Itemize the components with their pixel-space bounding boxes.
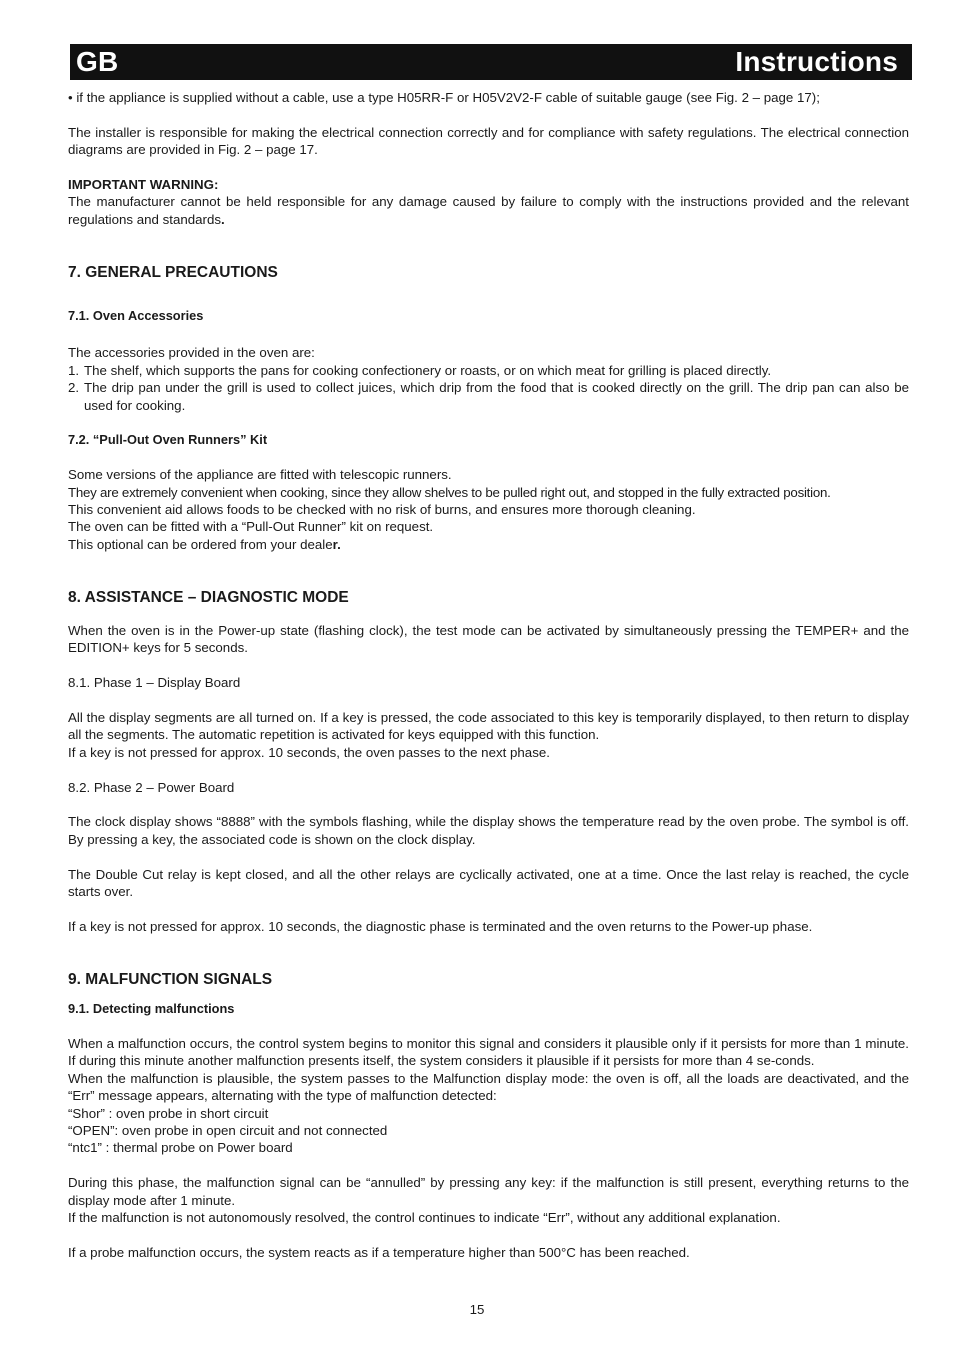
phase-2-title: 8.2. Phase 2 – Power Board bbox=[68, 779, 235, 795]
runners-last-line bbox=[68, 536, 909, 553]
section-7-1-title: 7.1. Oven Accessories bbox=[68, 308, 204, 324]
page-header bbox=[70, 44, 912, 80]
list-item-number: 2. bbox=[68, 380, 80, 396]
runners-line: The oven can be fitted with a “Pull-Out Runner” kit on request. bbox=[68, 519, 434, 535]
phase-2-text: The clock display shows “8888” with the symbols flashing, while the display shows the temperature read by the oven probe. The symbol is off. By pressing a key, the associated code is shown on the clock display. bbox=[68, 814, 909, 847]
list-item-text: The shelf, which supports the pans for cooking confectionery or roasts, or on which meat for grilling is placed directly. bbox=[84, 362, 772, 378]
runners-last-end: r. bbox=[332, 536, 341, 552]
runners-last-text: This optional can be ordered from your deale bbox=[68, 536, 333, 552]
header-language: GB bbox=[76, 46, 119, 77]
section-8-title: 8. ASSISTANCE – DIAGNOSTIC MODE bbox=[68, 589, 349, 607]
accessories-lead: The accessories provided in the oven are: bbox=[68, 345, 315, 361]
warning-paragraph bbox=[68, 193, 909, 228]
runners-line: This convenient aid allows foods to be checked with no risk of burns, and ensures more thorough cleaning. bbox=[68, 502, 696, 518]
list-item-number: 1. bbox=[68, 362, 80, 378]
diagnostic-intro: When the oven is in the Power-up state (flashing clock), the test mode can be activated by simultaneously pressing the TEMPER+ and the EDITION+ keys for 5 seconds. bbox=[68, 623, 909, 656]
phase-2-text-3: If a key is not pressed for approx. 10 seconds, the diagnostic phase is terminated and the oven returns to the Power-up phase. bbox=[68, 918, 813, 934]
phase-2-text-2: The Double Cut relay is kept closed, and all the other relays are cyclically activated, one at a time. Once the last relay is reached, the cycle starts over. bbox=[68, 866, 909, 900]
malfunction-paragraph-2: When the malfunction is plausible, the system passes to the Malfunction display mode: the oven is off, all the loads are deactivated, and the “Err” message appears, alternating with the type of malfunction detected: bbox=[68, 1070, 909, 1104]
section-7-2-title: 7.2. “Pull-Out Oven Runners” Kit bbox=[68, 432, 268, 448]
warning-title: IMPORTANT WARNING: bbox=[68, 177, 219, 192]
malfunction-code: “ntc1” : thermal probe on Power board bbox=[68, 1140, 293, 1156]
intro-bullet: • if the appliance is supplied without a cable, use a type H05RR-F or H05V2V2-F cable of suitable gauge (see Fig. 2 – page 17); bbox=[68, 90, 820, 105]
phase-1-text-2: If a key is not pressed for approx. 10 seconds, the oven passes to the next phase. bbox=[68, 744, 550, 760]
list-item bbox=[68, 362, 909, 379]
section-7-title: 7. GENERAL PRECAUTIONS bbox=[68, 264, 278, 282]
section-9-1-title: 9.1. Detecting malfunctions bbox=[68, 1001, 235, 1017]
section-9-title: 9. MALFUNCTION SIGNALS bbox=[68, 971, 273, 989]
phase-1-title: 8.1. Phase 1 – Display Board bbox=[68, 675, 241, 691]
list-item bbox=[68, 379, 909, 414]
malfunction-code: “OPEN”: oven probe in open circuit and not connected bbox=[68, 1122, 388, 1138]
malfunction-code: “Shor” : oven probe in short circuit bbox=[68, 1105, 269, 1121]
page-number: 15 bbox=[469, 1302, 485, 1317]
warning-text: The manufacturer cannot be held responsible for any damage caused by failure to comply with the instructions provided and the relevant regulations and standards bbox=[68, 194, 909, 227]
document-body bbox=[68, 89, 909, 1261]
malfunction-paragraph-1: When a malfunction occurs, the control system begins to monitor this signal and considers it plausible only if it persists for more than 1 minute. If during this minute another malfunction presents itself, the system considers it plausible if it persists for more than 4 se-conds. bbox=[68, 1035, 909, 1069]
phase-1-text: All the display segments are all turned on. If a key is pressed, the code associated to this key is temporarily displayed, to then return to display all the segments. The automatic repetition is activated for keys equipped with this function. bbox=[68, 710, 909, 743]
list-item-text: The drip pan under the grill is used to collect juices, which drip from the food that is cooked directly on the grill. The drip pan can also be used for cooking. bbox=[84, 380, 909, 413]
malfunction-paragraph-4: If the malfunction is not autonomously resolved, the control continues to indicate “Err”, without any additional explanation. bbox=[68, 1209, 781, 1225]
warning-end: . bbox=[221, 211, 225, 227]
runners-line: Some versions of the appliance are fitted with telescopic runners. bbox=[68, 467, 452, 483]
malfunction-paragraph-5: If a probe malfunction occurs, the system reacts as if a temperature higher than 500°C has been reached. bbox=[68, 1244, 690, 1260]
malfunction-paragraph-3: During this phase, the malfunction signal can be “annulled” by pressing any key: if the malfunction is still present, everything returns to the display mode after 1 minute. bbox=[68, 1175, 909, 1208]
header-title: Instructions bbox=[735, 46, 898, 77]
runners-line: They are extremely convenient when cooking, since they allow shelves to be pulled right out, and stopped in the fully extracted position. bbox=[68, 484, 831, 500]
intro-installer: The installer is responsible for making the electrical connection correctly and for compliance with safety regulations. The electrical connection diagrams are provided in Fig. 2 – page 17. bbox=[68, 124, 909, 158]
